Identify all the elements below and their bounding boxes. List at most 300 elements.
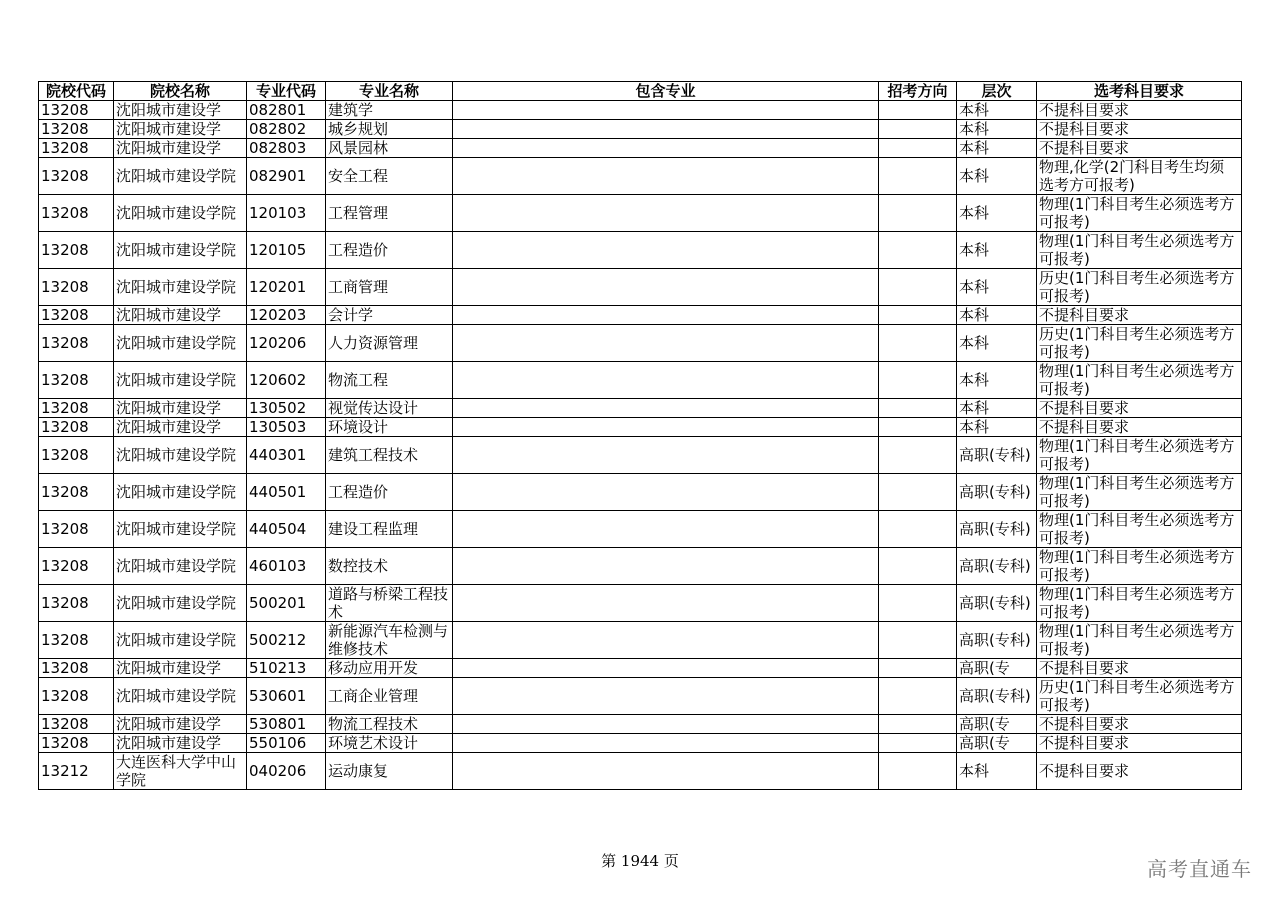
watermark: 高考直通车 (1147, 857, 1252, 881)
cell-included-majors (453, 548, 879, 585)
cell-school-name (114, 120, 247, 139)
table-row (39, 511, 1242, 548)
cell-major-name (326, 715, 453, 734)
cell-subject-requirement (1037, 362, 1242, 399)
cell-school-code (39, 139, 114, 158)
cell-included-majors (453, 678, 879, 715)
cell-school-name (114, 306, 247, 325)
cell-major-name-text: 人力资源管理 (328, 334, 419, 352)
cell-level (957, 659, 1037, 678)
cell-school-code (39, 715, 114, 734)
cell-school-code-text: 13208 (41, 687, 89, 705)
cell-direction (879, 622, 957, 659)
cell-school-name-text: 大连医科大学中山学院 (116, 753, 237, 789)
cell-level-text: 本科 (959, 278, 990, 296)
cell-subject-requirement-text: 物理(1门科目考生必须选考方可报考) (1039, 362, 1235, 398)
cell-subject-requirement-text: 物理(1门科目考生必须选考方可报考) (1039, 232, 1235, 268)
cell-included-majors (453, 120, 879, 139)
cell-major-name-text: 工商管理 (328, 278, 389, 296)
cell-school-code (39, 158, 114, 195)
cell-major-code (247, 139, 326, 158)
cell-major-code (247, 548, 326, 585)
cell-school-code (39, 437, 114, 474)
cell-included-majors (453, 659, 879, 678)
cell-level-text: 本科 (959, 371, 990, 389)
cell-included-majors (453, 437, 879, 474)
table-row (39, 678, 1242, 715)
cell-subject-requirement-text: 物理(1门科目考生必须选考方可报考) (1039, 474, 1235, 510)
table-row (39, 158, 1242, 195)
cell-included-majors (453, 753, 879, 790)
cell-school-code-text: 13208 (41, 241, 89, 259)
cell-major-name-text: 环境艺术设计 (328, 734, 419, 752)
table-row (39, 734, 1242, 753)
cell-level-text: 本科 (959, 762, 990, 780)
cell-subject-requirement (1037, 120, 1242, 139)
cell-included-majors (453, 511, 879, 548)
cell-level (957, 101, 1037, 120)
cell-major-code-text: 082802 (249, 120, 307, 138)
cell-major-code-text: 530801 (249, 715, 307, 733)
cell-included-majors-text (455, 659, 876, 677)
cell-school-code-text: 13208 (41, 399, 89, 417)
cell-school-name-text: 沈阳城市建设学院 (116, 594, 237, 612)
cell-level (957, 437, 1037, 474)
cell-school-name-text: 沈阳城市建设学院 (116, 483, 237, 501)
table-row (39, 195, 1242, 232)
cell-school-code (39, 418, 114, 437)
cell-level (957, 325, 1037, 362)
cell-school-code-text: 13208 (41, 101, 89, 119)
cell-major-code (247, 120, 326, 139)
cell-major-name (326, 232, 453, 269)
cell-school-name (114, 362, 247, 399)
cell-school-code-text: 13208 (41, 734, 89, 752)
cell-major-name-text: 物流工程技术 (328, 715, 419, 733)
cell-school-name (114, 399, 247, 418)
cell-included-majors-text (455, 734, 876, 752)
header-direction: 招考方向 (879, 82, 957, 101)
cell-school-code (39, 399, 114, 418)
cell-major-code-text: 120206 (249, 334, 307, 352)
cell-major-name (326, 753, 453, 790)
cell-school-code (39, 511, 114, 548)
cell-direction (879, 195, 957, 232)
cell-school-name (114, 548, 247, 585)
cell-level (957, 585, 1037, 622)
cell-school-name-text: 沈阳城市建设学院 (116, 204, 237, 222)
cell-level-text: 本科 (959, 418, 990, 436)
cell-subject-requirement (1037, 753, 1242, 790)
cell-subject-requirement-text: 不提科目要求 (1039, 399, 1130, 417)
table-row (39, 306, 1242, 325)
cell-major-name-text: 数控技术 (328, 557, 389, 575)
cell-direction-text (881, 306, 954, 324)
cell-school-name-text: 沈阳城市建设学院 (116, 278, 237, 296)
cell-major-code-text: 130502 (249, 399, 307, 417)
cell-major-name (326, 659, 453, 678)
cell-school-code-text: 13208 (41, 278, 89, 296)
cell-school-name-text: 沈阳城市建设学 (116, 139, 222, 157)
cell-subject-requirement (1037, 659, 1242, 678)
cell-major-name-text: 工程造价 (328, 241, 389, 259)
cell-subject-requirement-text: 不提科目要求 (1039, 120, 1130, 138)
cell-school-code-text: 13212 (41, 762, 89, 780)
cell-major-name (326, 622, 453, 659)
cell-school-name (114, 659, 247, 678)
cell-major-code (247, 269, 326, 306)
cell-subject-requirement (1037, 585, 1242, 622)
cell-included-majors (453, 474, 879, 511)
cell-school-name-text: 沈阳城市建设学 (116, 715, 222, 733)
admission-table (38, 81, 1242, 790)
cell-major-name-text: 道路与桥梁工程技术 (328, 585, 449, 621)
cell-school-code (39, 753, 114, 790)
cell-major-name-text: 物流工程 (328, 371, 389, 389)
cell-subject-requirement (1037, 418, 1242, 437)
table-row (39, 548, 1242, 585)
cell-major-code-text: 120201 (249, 278, 307, 296)
cell-direction (879, 120, 957, 139)
cell-subject-requirement-text: 不提科目要求 (1039, 306, 1130, 324)
cell-subject-requirement (1037, 158, 1242, 195)
cell-school-name-text: 沈阳城市建设学院 (116, 520, 237, 538)
cell-level (957, 399, 1037, 418)
cell-subject-requirement (1037, 678, 1242, 715)
cell-major-code-text: 510213 (249, 659, 307, 677)
cell-school-code-text: 13208 (41, 167, 89, 185)
cell-level (957, 269, 1037, 306)
cell-school-code (39, 622, 114, 659)
cell-level-text: 高职(专科) (959, 631, 1031, 649)
cell-major-code-text: 082801 (249, 101, 307, 119)
cell-subject-requirement (1037, 306, 1242, 325)
cell-major-code (247, 418, 326, 437)
cell-major-name-text: 工商企业管理 (328, 687, 419, 705)
cell-major-code (247, 511, 326, 548)
cell-school-name (114, 474, 247, 511)
cell-school-code (39, 474, 114, 511)
table-body (39, 101, 1242, 790)
cell-major-name-text: 视觉传达设计 (328, 399, 419, 417)
cell-major-name (326, 325, 453, 362)
cell-direction (879, 678, 957, 715)
cell-school-name-text: 沈阳城市建设学院 (116, 631, 237, 649)
cell-major-code (247, 437, 326, 474)
cell-school-code (39, 269, 114, 306)
cell-included-majors-text (455, 139, 876, 157)
cell-level (957, 678, 1037, 715)
cell-level (957, 474, 1037, 511)
cell-major-code-text: 530601 (249, 687, 307, 705)
table-row (39, 101, 1242, 120)
cell-direction-text (881, 734, 954, 752)
header-subject-requirement: 选考科目要求 (1037, 82, 1242, 101)
cell-subject-requirement-text: 物理(1门科目考生必须选考方可报考) (1039, 195, 1235, 231)
cell-subject-requirement-text: 不提科目要求 (1039, 139, 1130, 157)
cell-included-majors (453, 232, 879, 269)
cell-subject-requirement (1037, 101, 1242, 120)
cell-major-code-text: 120103 (249, 204, 307, 222)
cell-major-name-text: 城乡规划 (328, 120, 389, 138)
cell-major-name-text: 运动康复 (328, 762, 389, 780)
cell-level (957, 195, 1037, 232)
cell-school-code-text: 13208 (41, 715, 89, 733)
cell-included-majors-text (455, 101, 876, 119)
cell-school-code-text: 13208 (41, 631, 89, 649)
cell-school-code (39, 362, 114, 399)
cell-subject-requirement-text: 历史(1门科目考生必须选考方可报考) (1039, 269, 1235, 305)
cell-school-code (39, 120, 114, 139)
header-row (39, 82, 1242, 101)
cell-direction (879, 474, 957, 511)
cell-major-name (326, 101, 453, 120)
cell-major-code-text: 550106 (249, 734, 307, 752)
table-row (39, 715, 1242, 734)
cell-level-text: 本科 (959, 167, 990, 185)
cell-included-majors (453, 101, 879, 120)
cell-school-code-text: 13208 (41, 659, 89, 677)
cell-major-code (247, 101, 326, 120)
cell-school-code-text: 13208 (41, 139, 89, 157)
cell-level (957, 232, 1037, 269)
cell-school-code-text: 13208 (41, 557, 89, 575)
cell-school-name-text: 沈阳城市建设学院 (116, 687, 237, 705)
table-row (39, 269, 1242, 306)
cell-major-name (326, 306, 453, 325)
cell-school-code-text: 13208 (41, 120, 89, 138)
cell-level-text: 本科 (959, 139, 990, 157)
cell-school-name-text: 沈阳城市建设学 (116, 659, 222, 677)
cell-level-text: 高职(专科) (959, 557, 1031, 575)
cell-direction-text (881, 399, 954, 417)
cell-level-text: 本科 (959, 241, 990, 259)
cell-major-code-text: 440301 (249, 446, 307, 464)
cell-major-name-text: 移动应用开发 (328, 659, 419, 677)
cell-direction (879, 139, 957, 158)
cell-major-code (247, 622, 326, 659)
cell-included-majors (453, 269, 879, 306)
cell-school-code (39, 195, 114, 232)
cell-school-code-text: 13208 (41, 483, 89, 501)
header-level: 层次 (957, 82, 1037, 101)
cell-major-code (247, 195, 326, 232)
table-row (39, 362, 1242, 399)
cell-school-name (114, 139, 247, 158)
cell-school-name (114, 734, 247, 753)
cell-direction (879, 158, 957, 195)
cell-included-majors-text (455, 399, 876, 417)
cell-included-majors (453, 325, 879, 362)
cell-school-code-text: 13208 (41, 520, 89, 538)
cell-included-majors (453, 158, 879, 195)
cell-major-name (326, 269, 453, 306)
cell-major-code-text: 440501 (249, 483, 307, 501)
cell-major-name-text: 工程管理 (328, 204, 389, 222)
cell-major-name (326, 437, 453, 474)
cell-major-code-text: 500212 (249, 631, 307, 649)
cell-included-majors (453, 418, 879, 437)
table-row (39, 232, 1242, 269)
cell-subject-requirement (1037, 232, 1242, 269)
cell-included-majors (453, 306, 879, 325)
cell-direction (879, 306, 957, 325)
cell-level (957, 120, 1037, 139)
header-school-name: 院校名称 (114, 82, 247, 101)
cell-major-name (326, 139, 453, 158)
cell-major-name (326, 734, 453, 753)
cell-included-majors (453, 399, 879, 418)
table-row (39, 622, 1242, 659)
cell-major-name (326, 120, 453, 139)
cell-subject-requirement-text: 物理(1门科目考生必须选考方可报考) (1039, 511, 1235, 547)
cell-major-name-text: 建设工程监理 (328, 520, 419, 538)
cell-major-name (326, 418, 453, 437)
cell-major-name (326, 195, 453, 232)
cell-level (957, 734, 1037, 753)
cell-direction (879, 715, 957, 734)
cell-level-text: 高职(专 (959, 659, 1010, 677)
cell-major-code (247, 399, 326, 418)
cell-subject-requirement (1037, 511, 1242, 548)
cell-direction (879, 548, 957, 585)
cell-major-code-text: 120105 (249, 241, 307, 259)
cell-school-code (39, 306, 114, 325)
cell-major-code (247, 734, 326, 753)
cell-level-text: 高职(专科) (959, 483, 1031, 501)
table-row (39, 474, 1242, 511)
cell-level (957, 548, 1037, 585)
header-major-code: 专业代码 (247, 82, 326, 101)
cell-school-name-text: 沈阳城市建设学院 (116, 167, 237, 185)
cell-school-name (114, 753, 247, 790)
cell-direction (879, 269, 957, 306)
cell-included-majors (453, 715, 879, 734)
cell-school-name (114, 232, 247, 269)
cell-school-code (39, 659, 114, 678)
cell-subject-requirement (1037, 139, 1242, 158)
cell-subject-requirement (1037, 622, 1242, 659)
cell-school-name (114, 269, 247, 306)
cell-level (957, 622, 1037, 659)
cell-direction (879, 585, 957, 622)
cell-subject-requirement-text: 历史(1门科目考生必须选考方可报考) (1039, 325, 1235, 361)
cell-major-code (247, 659, 326, 678)
cell-school-code-text: 13208 (41, 418, 89, 436)
cell-subject-requirement-text: 历史(1门科目考生必须选考方可报考) (1039, 678, 1235, 714)
cell-school-code (39, 232, 114, 269)
cell-school-name (114, 418, 247, 437)
cell-level-text: 本科 (959, 120, 990, 138)
cell-level-text: 本科 (959, 204, 990, 222)
cell-school-code-text: 13208 (41, 594, 89, 612)
cell-major-name (326, 678, 453, 715)
cell-level (957, 753, 1037, 790)
cell-subject-requirement-text: 物理,化学(2门科目考生均须选考方可报考) (1039, 158, 1225, 194)
cell-school-code-text: 13208 (41, 446, 89, 464)
cell-school-code-text: 13208 (41, 371, 89, 389)
cell-major-name-text: 新能源汽车检测与维修技术 (328, 622, 449, 658)
table-row (39, 325, 1242, 362)
table-row (39, 753, 1242, 790)
cell-school-code (39, 548, 114, 585)
cell-major-code (247, 325, 326, 362)
cell-school-name-text: 沈阳城市建设学院 (116, 241, 237, 259)
cell-school-name (114, 622, 247, 659)
cell-level-text: 本科 (959, 334, 990, 352)
cell-direction (879, 418, 957, 437)
cell-level-text: 高职(专科) (959, 687, 1031, 705)
cell-major-code-text: 500201 (249, 594, 307, 612)
cell-school-name-text: 沈阳城市建设学院 (116, 371, 237, 389)
cell-school-code (39, 585, 114, 622)
cell-included-majors (453, 139, 879, 158)
cell-level-text: 高职(专科) (959, 520, 1031, 538)
cell-direction-text (881, 418, 954, 436)
cell-major-code (247, 232, 326, 269)
cell-school-name (114, 325, 247, 362)
header-major-name: 专业名称 (326, 82, 453, 101)
cell-direction (879, 325, 957, 362)
cell-direction-text (881, 715, 954, 733)
cell-included-majors-text (455, 715, 876, 733)
cell-major-code-text: 440504 (249, 520, 307, 538)
table-row (39, 418, 1242, 437)
cell-subject-requirement-text: 不提科目要求 (1039, 101, 1130, 119)
cell-major-code (247, 715, 326, 734)
cell-level-text: 本科 (959, 399, 990, 417)
cell-major-name-text: 安全工程 (328, 167, 389, 185)
cell-major-name (326, 474, 453, 511)
cell-subject-requirement (1037, 715, 1242, 734)
cell-subject-requirement (1037, 474, 1242, 511)
cell-subject-requirement-text: 不提科目要求 (1039, 734, 1130, 752)
cell-school-code-text: 13208 (41, 204, 89, 222)
cell-school-name-text: 沈阳城市建设学 (116, 734, 222, 752)
cell-level (957, 715, 1037, 734)
cell-subject-requirement (1037, 437, 1242, 474)
cell-major-code (247, 474, 326, 511)
cell-direction (879, 362, 957, 399)
cell-school-name-text: 沈阳城市建设学 (116, 418, 222, 436)
cell-school-name-text: 沈阳城市建设学 (116, 306, 222, 324)
cell-level (957, 362, 1037, 399)
cell-major-name (326, 158, 453, 195)
cell-school-name (114, 437, 247, 474)
cell-major-code-text: 040206 (249, 762, 307, 780)
cell-direction (879, 437, 957, 474)
cell-subject-requirement-text: 物理(1门科目考生必须选考方可报考) (1039, 622, 1235, 658)
cell-level (957, 418, 1037, 437)
cell-major-code-text: 120602 (249, 371, 307, 389)
cell-school-name-text: 沈阳城市建设学 (116, 101, 222, 119)
cell-major-name-text: 工程造价 (328, 483, 389, 501)
header-school-code: 院校代码 (39, 82, 114, 101)
cell-major-name-text: 会计学 (328, 306, 374, 324)
cell-subject-requirement-text: 不提科目要求 (1039, 715, 1130, 733)
cell-subject-requirement (1037, 548, 1242, 585)
cell-major-code-text: 460103 (249, 557, 307, 575)
cell-level-text: 高职(专 (959, 715, 1010, 733)
cell-level-text: 高职(专 (959, 734, 1010, 752)
cell-major-code (247, 306, 326, 325)
cell-included-majors (453, 734, 879, 753)
cell-major-name-text: 环境设计 (328, 418, 389, 436)
cell-major-name (326, 399, 453, 418)
cell-included-majors (453, 195, 879, 232)
cell-level-text: 高职(专科) (959, 594, 1031, 612)
cell-level-text: 本科 (959, 101, 990, 119)
